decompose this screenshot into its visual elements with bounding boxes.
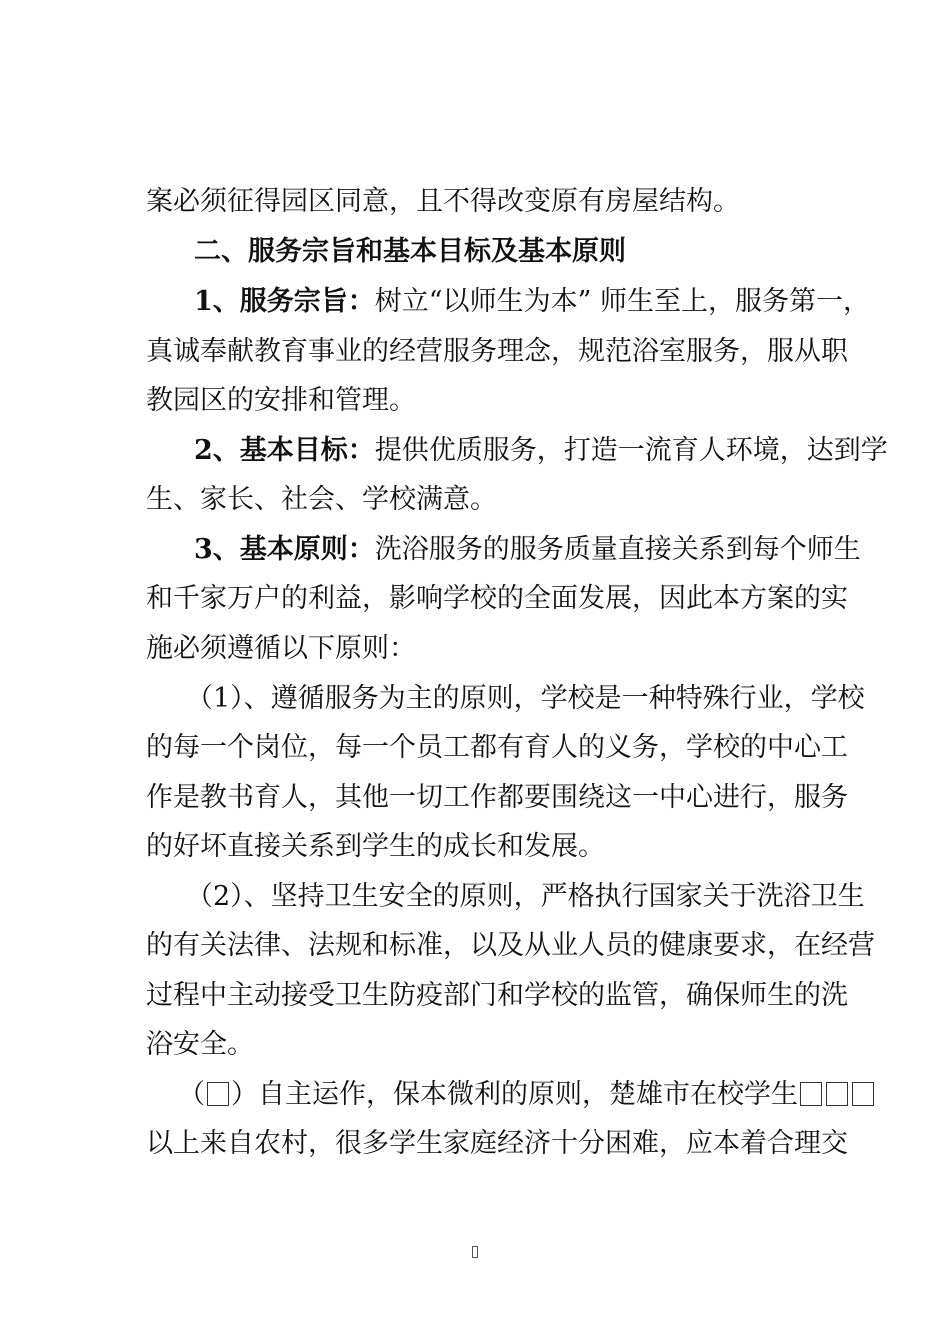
item-text: 洗浴服务的服务质量直接关系到每个师生 [374, 534, 861, 565]
item-label: 3、基本原则： [194, 534, 375, 565]
paragraph-line: 以上来自农村，很多学生家庭经济十分困难，应本着合理交 [146, 1128, 848, 1159]
paragraph-line: 的有关法律、法规和标准，以及从业人员的健康要求，在经营 [146, 930, 875, 961]
paragraph-line: （1）、遵循服务为主的原则，学校是一种特殊行业，学校 [186, 683, 865, 714]
paragraph-line: 真诚奉献教育事业的经营服务理念，规范浴室服务，服从职 [146, 336, 848, 367]
missing-glyph-icon [800, 1082, 822, 1106]
item-text: ）自主运作，保本微利的原则，楚雄市在校学生 [231, 1079, 798, 1110]
item-label: 2、基本目标： [194, 435, 375, 466]
missing-glyph-icon [207, 1082, 229, 1106]
paragraph-line: 作是教书育人，其他一切工作都要围绕这一中心进行，服务 [146, 782, 848, 813]
paragraph-line: 浴安全。 [146, 1029, 254, 1060]
page-number-icon [470, 1246, 480, 1264]
paragraph-line: （2）、坚持卫生安全的原则，严格执行国家关于洗浴卫生 [186, 881, 865, 912]
paragraph-line [194, 426, 888, 476]
paragraph-line: 案必须征得园区同意，且不得改变原有房屋结构。 [146, 186, 740, 217]
missing-glyph-icon [826, 1082, 848, 1106]
item-label: 1、服务宗旨： [194, 286, 375, 317]
paragraph-line: 过程中主动接受卫生防疫部门和学校的监管，确保师生的洗 [146, 980, 848, 1011]
paragraph-line [194, 525, 861, 575]
paragraph-line: 施必须遵循以下原则： [146, 633, 416, 664]
item-text: 提供优质服务，打造一流育人环境，达到学 [374, 435, 888, 466]
item-text: 树立“以师生为本” 师生至上，服务第一， [374, 286, 870, 317]
paren-open: （ [178, 1079, 205, 1110]
paragraph-line [178, 1070, 828, 1120]
section-heading: 二、服务宗旨和基本目标及基本原则 [194, 236, 626, 267]
paragraph-line: 教园区的安排和管理。 [146, 385, 416, 416]
paragraph-line: 的每一个岗位，每一个员工都有育人的义务，学校的中心工 [146, 732, 848, 763]
paragraph-line: 生、家长、社会、学校满意。 [146, 484, 497, 515]
paragraph-line: 的好坏直接关系到学生的成长和发展。 [146, 831, 605, 862]
paragraph-line: 和千家万户的利益，影响学校的全面发展，因此本方案的实 [146, 583, 848, 614]
missing-glyph-icon [852, 1082, 874, 1106]
paragraph-line [194, 277, 870, 327]
